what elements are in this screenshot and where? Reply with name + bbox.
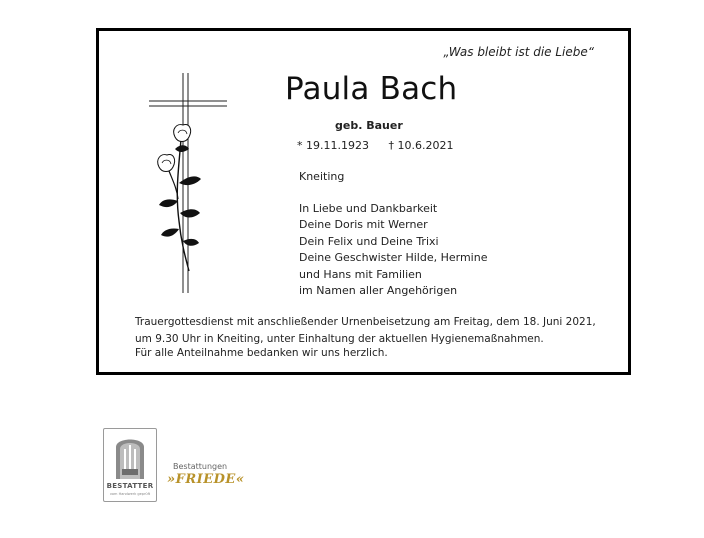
birth-date: * 19.11.1923	[297, 139, 369, 152]
mourner-line: In Liebe und Dankbarkeit	[299, 202, 438, 215]
mourners-list	[299, 201, 487, 299]
badge-caption: BESTATTER	[106, 482, 154, 490]
chapel-crest-icon	[104, 429, 156, 481]
mourner-line: Deine Doris mit Werner	[299, 218, 428, 232]
motto-quote: „Was bleibt ist die Liebe“	[443, 45, 594, 59]
friede-logo-brand: »FRIEDE«	[167, 472, 245, 487]
life-dates	[297, 139, 469, 152]
mourner-line: Dein Felix und Deine Trixi	[299, 234, 439, 248]
funeral-home-logos	[103, 428, 245, 502]
maiden-name: geb. Bauer	[335, 119, 403, 132]
deceased-name: Paula Bach	[285, 71, 458, 107]
mourner-line: im Namen aller Angehörigen	[299, 284, 458, 298]
service-line: Trauergottesdienst mit anschließender Urnenbeisetzung am Freitag, dem 18. Juni 2021,	[135, 316, 596, 328]
service-info	[135, 314, 605, 347]
badge-subcaption: vom Handwerk geprüft	[109, 492, 151, 496]
cross-with-rose-icon	[145, 71, 235, 296]
mourner-line: Deine Geschwister Hilde, Hermine	[299, 251, 488, 265]
mourner-line: und Hans mit Familien	[299, 267, 422, 281]
death-date: † 10.6.2021	[388, 139, 454, 152]
friede-logo	[167, 462, 244, 487]
thanks-line: Für alle Anteilnahme bedanken wir uns herzlich.	[135, 347, 388, 359]
service-line: um 9.30 Uhr in Kneiting, unter Einhaltung der aktuellen Hygienemaßnahmen.	[135, 332, 544, 345]
friede-logo-small: Bestattungen	[173, 462, 228, 471]
place: Kneiting	[299, 170, 345, 183]
obituary-card	[96, 28, 631, 375]
bestatter-badge	[103, 428, 157, 502]
